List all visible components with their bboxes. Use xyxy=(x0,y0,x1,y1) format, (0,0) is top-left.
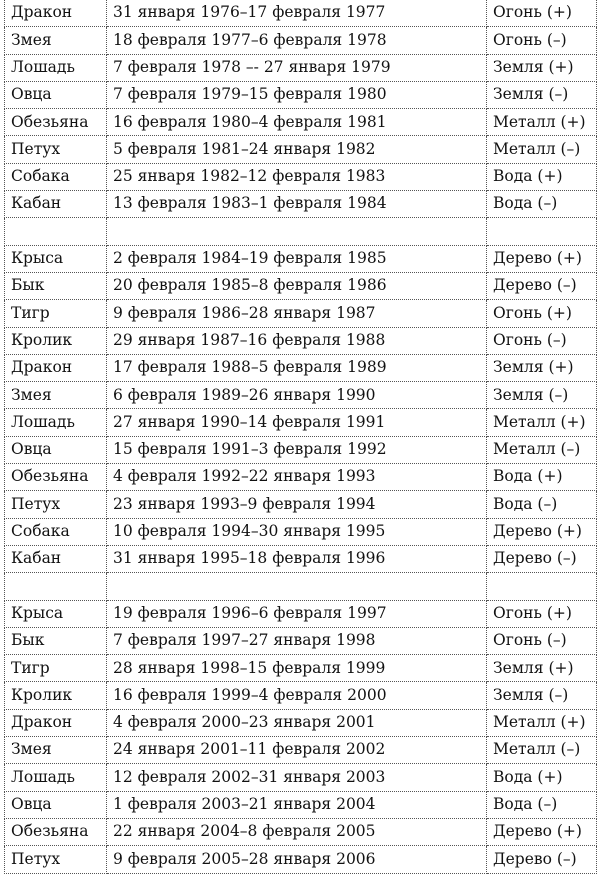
element-cell: Огонь (+) xyxy=(487,0,597,27)
period-cell: 13 февраля 1983–1 февраля 1984 xyxy=(107,191,487,218)
table-row xyxy=(5,464,597,491)
animal-cell: Овца xyxy=(5,436,107,463)
animal-cell: Петух xyxy=(5,846,107,873)
table-row xyxy=(5,272,597,299)
table-row xyxy=(5,818,597,845)
animal-cell: Обезьяна xyxy=(5,464,107,491)
animal-cell: Дракон xyxy=(5,0,107,27)
element-cell: Огонь (+) xyxy=(487,600,597,627)
table-row xyxy=(5,245,597,272)
table-row xyxy=(5,191,597,218)
document-page xyxy=(4,0,596,874)
table-row xyxy=(5,764,597,791)
animal-cell: Лошадь xyxy=(5,764,107,791)
period-cell: 7 февраля 1979–15 февраля 1980 xyxy=(107,81,487,108)
period-cell: 22 января 2004–8 февраля 2005 xyxy=(107,818,487,845)
period-cell: 4 февраля 1992–22 января 1993 xyxy=(107,464,487,491)
period-cell xyxy=(107,218,487,245)
element-cell xyxy=(487,573,597,600)
table-row xyxy=(5,436,597,463)
table-separator-row xyxy=(5,218,597,245)
animal-cell: Собака xyxy=(5,163,107,190)
element-cell: Дерево (+) xyxy=(487,518,597,545)
table-row xyxy=(5,655,597,682)
table-row xyxy=(5,491,597,518)
element-cell: Металл (+) xyxy=(487,409,597,436)
table-row xyxy=(5,545,597,572)
element-cell: Огонь (–) xyxy=(487,327,597,354)
table-row xyxy=(5,382,597,409)
animal-cell: Собака xyxy=(5,518,107,545)
element-cell: Металл (+) xyxy=(487,109,597,136)
animal-cell: Крыса xyxy=(5,600,107,627)
element-cell: Дерево (–) xyxy=(487,272,597,299)
element-cell xyxy=(487,218,597,245)
animal-cell: Тигр xyxy=(5,655,107,682)
period-cell: 10 февраля 1994–30 января 1995 xyxy=(107,518,487,545)
element-cell: Металл (–) xyxy=(487,136,597,163)
period-cell: 25 января 1982–12 февраля 1983 xyxy=(107,163,487,190)
element-cell: Земля (–) xyxy=(487,81,597,108)
animal-cell: Петух xyxy=(5,136,107,163)
period-cell: 16 февраля 1999–4 февраля 2000 xyxy=(107,682,487,709)
element-cell: Вода (–) xyxy=(487,791,597,818)
animal-cell: Кролик xyxy=(5,327,107,354)
period-cell: 28 января 1998–15 февраля 1999 xyxy=(107,655,487,682)
animal-cell: Змея xyxy=(5,382,107,409)
table-row xyxy=(5,0,597,27)
period-cell: 5 февраля 1981–24 января 1982 xyxy=(107,136,487,163)
element-cell: Земля (+) xyxy=(487,54,597,81)
table-row xyxy=(5,737,597,764)
table-row xyxy=(5,136,597,163)
table-row xyxy=(5,627,597,654)
element-cell: Металл (+) xyxy=(487,709,597,736)
table-row xyxy=(5,54,597,81)
table-row xyxy=(5,300,597,327)
element-cell: Огонь (+) xyxy=(487,300,597,327)
table-row xyxy=(5,109,597,136)
period-cell: 23 января 1993–9 февраля 1994 xyxy=(107,491,487,518)
element-cell: Земля (–) xyxy=(487,382,597,409)
element-cell: Дерево (+) xyxy=(487,245,597,272)
table-row xyxy=(5,518,597,545)
animal-cell: Змея xyxy=(5,737,107,764)
animal-cell: Лошадь xyxy=(5,409,107,436)
element-cell: Огонь (–) xyxy=(487,27,597,54)
animal-cell: Тигр xyxy=(5,300,107,327)
period-cell: 24 января 2001–11 февраля 2002 xyxy=(107,737,487,764)
table-row xyxy=(5,600,597,627)
animal-cell: Дракон xyxy=(5,709,107,736)
table-body xyxy=(5,0,597,873)
table-row xyxy=(5,682,597,709)
element-cell: Металл (–) xyxy=(487,436,597,463)
table-row xyxy=(5,327,597,354)
element-cell: Земля (+) xyxy=(487,354,597,381)
animal-cell: Бык xyxy=(5,272,107,299)
animal-cell: Змея xyxy=(5,27,107,54)
period-cell: 6 февраля 1989–26 января 1990 xyxy=(107,382,487,409)
period-cell: 12 февраля 2002–31 января 2003 xyxy=(107,764,487,791)
period-cell: 17 февраля 1988–5 февраля 1989 xyxy=(107,354,487,381)
table-row xyxy=(5,709,597,736)
element-cell: Вода (–) xyxy=(487,491,597,518)
period-cell: 7 февраля 1978 –- 27 января 1979 xyxy=(107,54,487,81)
period-cell: 16 февраля 1980–4 февраля 1981 xyxy=(107,109,487,136)
table-row xyxy=(5,846,597,873)
period-cell: 4 февраля 2000–23 января 2001 xyxy=(107,709,487,736)
period-cell xyxy=(107,573,487,600)
element-cell: Огонь (–) xyxy=(487,627,597,654)
element-cell: Вода (–) xyxy=(487,191,597,218)
period-cell: 18 февраля 1977–6 февраля 1978 xyxy=(107,27,487,54)
period-cell: 9 февраля 2005–28 января 2006 xyxy=(107,846,487,873)
table-row xyxy=(5,791,597,818)
element-cell: Дерево (–) xyxy=(487,545,597,572)
period-cell: 29 января 1987–16 февраля 1988 xyxy=(107,327,487,354)
animal-cell: Дракон xyxy=(5,354,107,381)
element-cell: Металл (–) xyxy=(487,737,597,764)
element-cell: Земля (+) xyxy=(487,655,597,682)
animal-cell: Лошадь xyxy=(5,54,107,81)
zodiac-years-table xyxy=(4,0,597,874)
element-cell: Земля (–) xyxy=(487,682,597,709)
element-cell: Дерево (+) xyxy=(487,818,597,845)
period-cell: 1 февраля 2003–21 января 2004 xyxy=(107,791,487,818)
table-row xyxy=(5,163,597,190)
period-cell: 9 февраля 1986–28 января 1987 xyxy=(107,300,487,327)
table-row xyxy=(5,81,597,108)
animal-cell: Крыса xyxy=(5,245,107,272)
table-separator-row xyxy=(5,573,597,600)
period-cell: 19 февраля 1996–6 февраля 1997 xyxy=(107,600,487,627)
animal-cell: Бык xyxy=(5,627,107,654)
period-cell: 31 января 1976–17 февраля 1977 xyxy=(107,0,487,27)
period-cell: 31 января 1995–18 февраля 1996 xyxy=(107,545,487,572)
animal-cell: Петух xyxy=(5,491,107,518)
animal-cell: Овца xyxy=(5,791,107,818)
element-cell: Дерево (–) xyxy=(487,846,597,873)
animal-cell: Обезьяна xyxy=(5,109,107,136)
animal-cell: Кролик xyxy=(5,682,107,709)
table-row xyxy=(5,409,597,436)
element-cell: Вода (+) xyxy=(487,764,597,791)
period-cell: 15 февраля 1991–3 февраля 1992 xyxy=(107,436,487,463)
period-cell: 2 февраля 1984–19 февраля 1985 xyxy=(107,245,487,272)
animal-cell: Кабан xyxy=(5,191,107,218)
element-cell: Вода (+) xyxy=(487,163,597,190)
animal-cell xyxy=(5,218,107,245)
period-cell: 7 февраля 1997–27 января 1998 xyxy=(107,627,487,654)
animal-cell: Овца xyxy=(5,81,107,108)
animal-cell xyxy=(5,573,107,600)
period-cell: 27 января 1990–14 февраля 1991 xyxy=(107,409,487,436)
element-cell: Вода (+) xyxy=(487,464,597,491)
animal-cell: Кабан xyxy=(5,545,107,572)
period-cell: 20 февраля 1985–8 февраля 1986 xyxy=(107,272,487,299)
table-row xyxy=(5,354,597,381)
animal-cell: Обезьяна xyxy=(5,818,107,845)
table-row xyxy=(5,27,597,54)
